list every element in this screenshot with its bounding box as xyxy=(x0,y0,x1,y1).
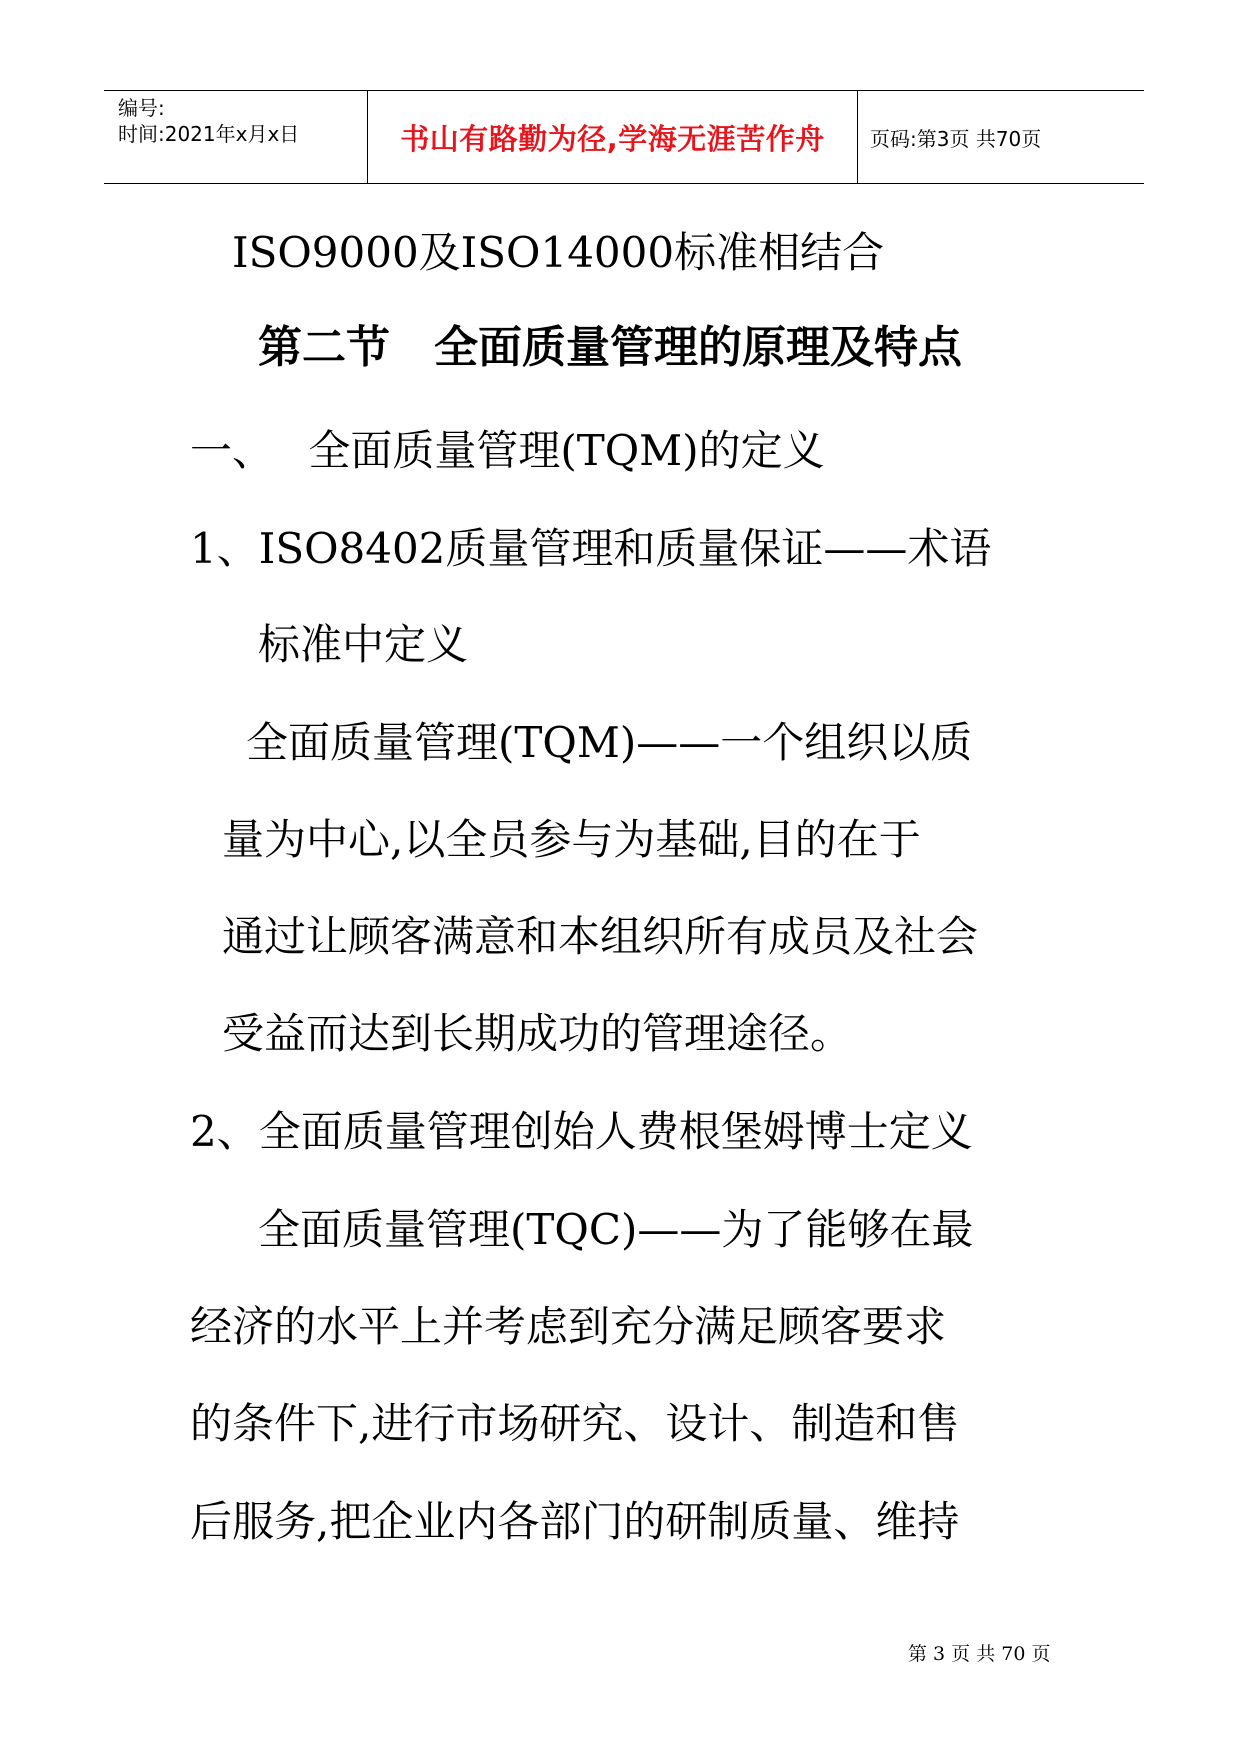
page-footer: 第 3 页 共 70 页 xyxy=(908,1643,1051,1665)
document-date-label: 时间:2021年x月x日 xyxy=(118,122,300,146)
list-item-2: 2、全面质量管理创始人费根堡姆博士定义 xyxy=(190,1107,973,1156)
definition-1-line-1: 全面质量管理(TQM)——一个组织以质 xyxy=(246,718,973,767)
heading-definition: 一、 全面质量管理(TQM)的定义 xyxy=(190,426,825,475)
body-line-standards: ISO9000及ISO14000标准相结合 xyxy=(232,228,885,277)
definition-2-line-2: 经济的水平上并考虑到充分满足顾客要求 xyxy=(190,1302,947,1351)
section-title: 第二节 全面质量管理的原理及特点 xyxy=(258,322,962,373)
definition-2-line-1: 全面质量管理(TQC)——为了能够在最 xyxy=(258,1205,974,1254)
definition-1-line-2: 量为中心,以全员参与为基础,目的在于 xyxy=(222,815,921,864)
definition-2-line-4: 后服务,把企业内各部门的研制质量、维持 xyxy=(190,1497,960,1546)
definition-1-line-3: 通过让顾客满意和本组织所有成员及社会 xyxy=(222,912,979,961)
definition-1-line-4: 受益而达到长期成功的管理途径。 xyxy=(222,1009,853,1058)
header-meta-cell xyxy=(104,91,368,183)
page-header xyxy=(104,90,1144,184)
definition-2-line-3: 的条件下,进行市场研究、设计、制造和售 xyxy=(190,1399,960,1448)
header-motto: 书山有路勤为径,学海无涯苦作舟 xyxy=(368,91,858,183)
header-page-number: 页码:第3页 共70页 xyxy=(870,126,1042,151)
list-item-1: 1、ISO8402质量管理和质量保证——术语 xyxy=(190,524,992,573)
list-item-1-cont: 标准中定义 xyxy=(258,620,469,669)
document-number-label: 编号: xyxy=(118,96,165,120)
